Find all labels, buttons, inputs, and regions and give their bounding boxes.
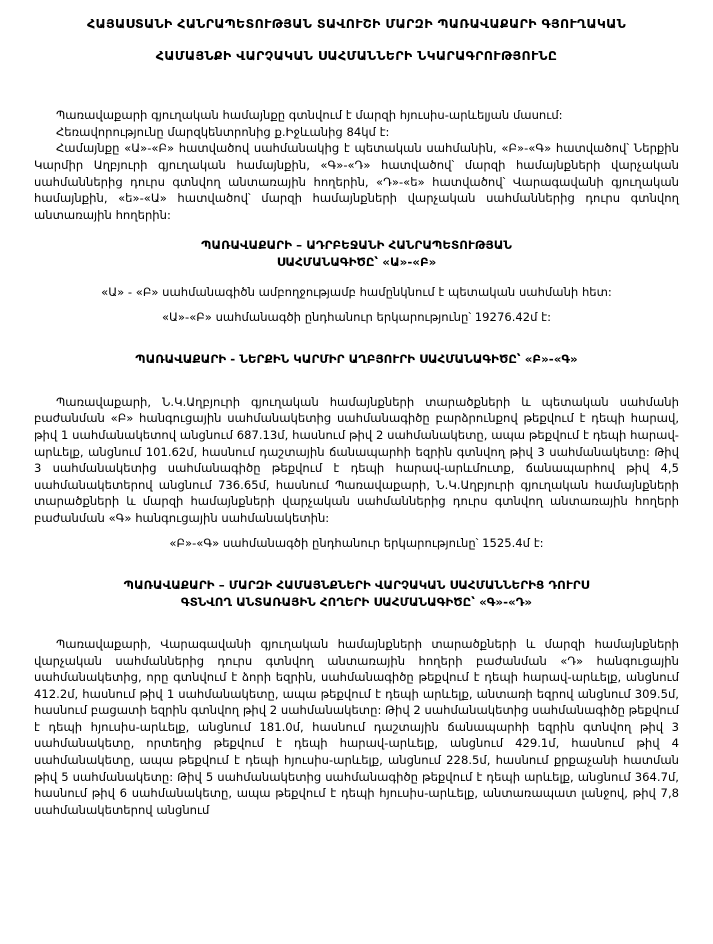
section-bg-paragraph: Պառավաքարի, Ն.Կ.Աղբյուրի գյուղական համայնքների տարածքների և պետական սահմանի բաժանման «Բ» հանգուցային սահմանակետից սահմանագիծը բարձրունքով թեքվում է դեպի հարավ, թիվ 1 սահմանակետով անցնում 687.13մ, հասնում թիվ 2 սահմանակետը, ապա թեքվում է դեպի հարավ-արևելք, անցնում 101.62մ, հասնում դաշտային ճանապարհի եզրին գտնվող թիվ 3 սահմանակետը: Թիվ 3 սահմանակետից սահմանագիծը թեքվում է դեպի հարավ-արևմուտք, ճանապարհով թիվ 4,5 սահմանակետերով անցնում 736.65մ, հասնում Պառավաքարի, Ն.Կ.Աղբյուրի գյուղական համայնքների տարածքների և մարզի համայնքների վարչական սահմաններից դուրս գտնվող անտառային հողերի բաժանման «Գ» հանգուցային սահմանակետին: xyxy=(34,394,679,525)
spacer-before-section-bg xyxy=(34,325,679,351)
section-bg-length: «Բ»-«Գ» սահմանագծի ընդհանուր երկարությունը՝ 1525.4մ է: xyxy=(169,535,544,550)
section-gd-paragraph: Պառավաքարի, Վարագավանի գյուղական համայնքների տարածքների և մարզի համայնքների վարչական սահմաններից դուրս գտնվող անտառային հողերի բաժանման «Դ» հանգուցային սահմանակետից, որը գտնվում է ձորի եզրին, սահմանագիծը թեքվում է դեպի հարավ-արևելք, անցնում 412.2մ, հասնում թիվ 1 սահմանակետը, ապա թեքվում է դեպի արևելք, անտառի եզրով անցնում 309.5մ, հասնում բացատի եզրին գտնվող թիվ 2 սահմանակետը: Թիվ 2 սահմանակետից սահմանագիծը թեքվում է դեպի հյուսիս-արևելք, անցնում 181.0մ, հասնում դաշտային ճանապարհի եզրին գտնվող թիվ 3 սահմանակետը, որտեղից թեքվում է դեպի հարավ-արևելք, անցնում 429.1մ, հասնում թիվ 4 սահմանակետը, ապա թեքվում է դեպի հյուսիս-արևելք, անցնում 228.5մ, հասնում քրքաչանի հատման թիվ 5 սահմանակետը: Թիվ 5 սահմանակետից սահմանագիծը թեքվում է դեպի արևելք, անցնում 364.7մ, հասնում թիվ 6 սահմանակետը, ապա թեքվում է դեպի հյուսիս-արևելք, անտառապատ լանջով, թիվ 7,8 սահմանակետերով անցնում xyxy=(34,636,679,817)
intro-block xyxy=(34,107,679,223)
document-title xyxy=(34,18,679,62)
intro-adjacency-paragraph: Համայնքը «Ա»-«Բ» հատվածով սահմանակից է պետական սահմանին, «Բ»-«Գ» հատվածով՝ Ներքին Կարմիր Աղբյուրի գյուղական համայնքին, «Գ»-«Դ» հատվածով՝ մարզի համայնքների վարչական սահմաններից դուրս գտնվող անտառային հողերին, «Դ»-«ե» հատվածով՝ Վարագավանի գյուղական համայնքին, «ե»-«Ա» հատվածով՝ մարզի համայնքների վարչական սահմաններից դուրս գտնվող անտառային հողերին: xyxy=(34,141,679,222)
spacer-after-ab-heading xyxy=(34,270,679,284)
spacer-before-section-gd xyxy=(34,551,679,577)
section-ab-heading xyxy=(34,237,679,270)
section-bg-heading-line-1: ՊԱՌԱՎԱՔԱՐԻ - ՆԵՐՔԻՆ ԿԱՐՄԻՐ ԱՂԲՅՈՒՐԻ ՍԱՀՄԱՆԱԳԻԾԸ՝ «Բ»-«Գ» xyxy=(135,352,578,367)
spacer-before-section-ab xyxy=(34,223,679,237)
spacer-ab-mid xyxy=(34,301,679,309)
spacer-after-gd-heading xyxy=(34,610,679,636)
spacer-after-title xyxy=(34,81,679,107)
spacer-after-bg-heading xyxy=(34,368,679,394)
intro-location-line: Պառավաքարի գյուղական համայնքը գտնվում է մարզի հյուսիս-արևելյան մասում: xyxy=(56,108,563,123)
section-ab-length: «Ա»-«Բ» սահմանագծի ընդհանուր երկարությունը՝ 19276.42մ է: xyxy=(161,309,552,324)
section-gd-heading xyxy=(34,577,679,610)
section-gd-heading-line-2: ԳՏՆՎՈՂ ԱՆՏԱՌԱՅԻՆ ՀՈՂԵՐԻ ՍԱՀՄԱՆԱԳԻԾԸ՝ «Գ»-«Դ» xyxy=(180,594,533,609)
section-ab-line-1: «Ա» - «Բ» սահմանագիծն ամբողջությամբ համընկնում է պետական սահմանի հետ: xyxy=(101,285,612,300)
section-bg-heading xyxy=(34,351,679,367)
document-title-line-1: ՀԱՅԱՍՏԱՆԻ ՀԱՆՐԱՊԵՏՈՒԹՅԱՆ ՏԱՎՈՒՇԻ ՄԱՐԶԻ ՊԱՌԱՎԱՔԱՐԻ ԳՅՈՒՂԱԿԱՆ xyxy=(86,16,627,31)
section-gd-heading-line-1: ՊԱՌԱՎԱՔԱՐԻ – ՄԱՐԶԻ ՀԱՄԱՅՆՔՆԵՐԻ ՎԱՐՉԱԿԱՆ ՍԱՀՄԱՆՆԵՐԻՑ ԴՈՒՐՍ xyxy=(123,578,590,593)
section-ab-heading-line-1: ՊԱՌԱՎԱՔԱՐԻ – ԱԴՐԲԵՋԱՆԻ ՀԱՆՐԱՊԵՏՈՒԹՅԱՆ xyxy=(201,238,512,253)
spacer-bg-length xyxy=(34,527,679,535)
intro-distance-line: Հեռավորությունը մարզկենտրոնից ք.Իջևանից 84կմ է: xyxy=(56,124,390,139)
document-title-line-2: ՀԱՄԱՅՆՔԻ ՎԱՐՉԱԿԱՆ ՍԱՀՄԱՆՆԵՐԻ ՆԿԱՐԱԳՐՈՒԹՅՈՒՆԸ xyxy=(155,47,558,63)
section-ab-heading-line-2: ՍԱՀՄԱՆԱԳԻԾԸ՝ «Ա»-«Բ» xyxy=(276,254,437,269)
